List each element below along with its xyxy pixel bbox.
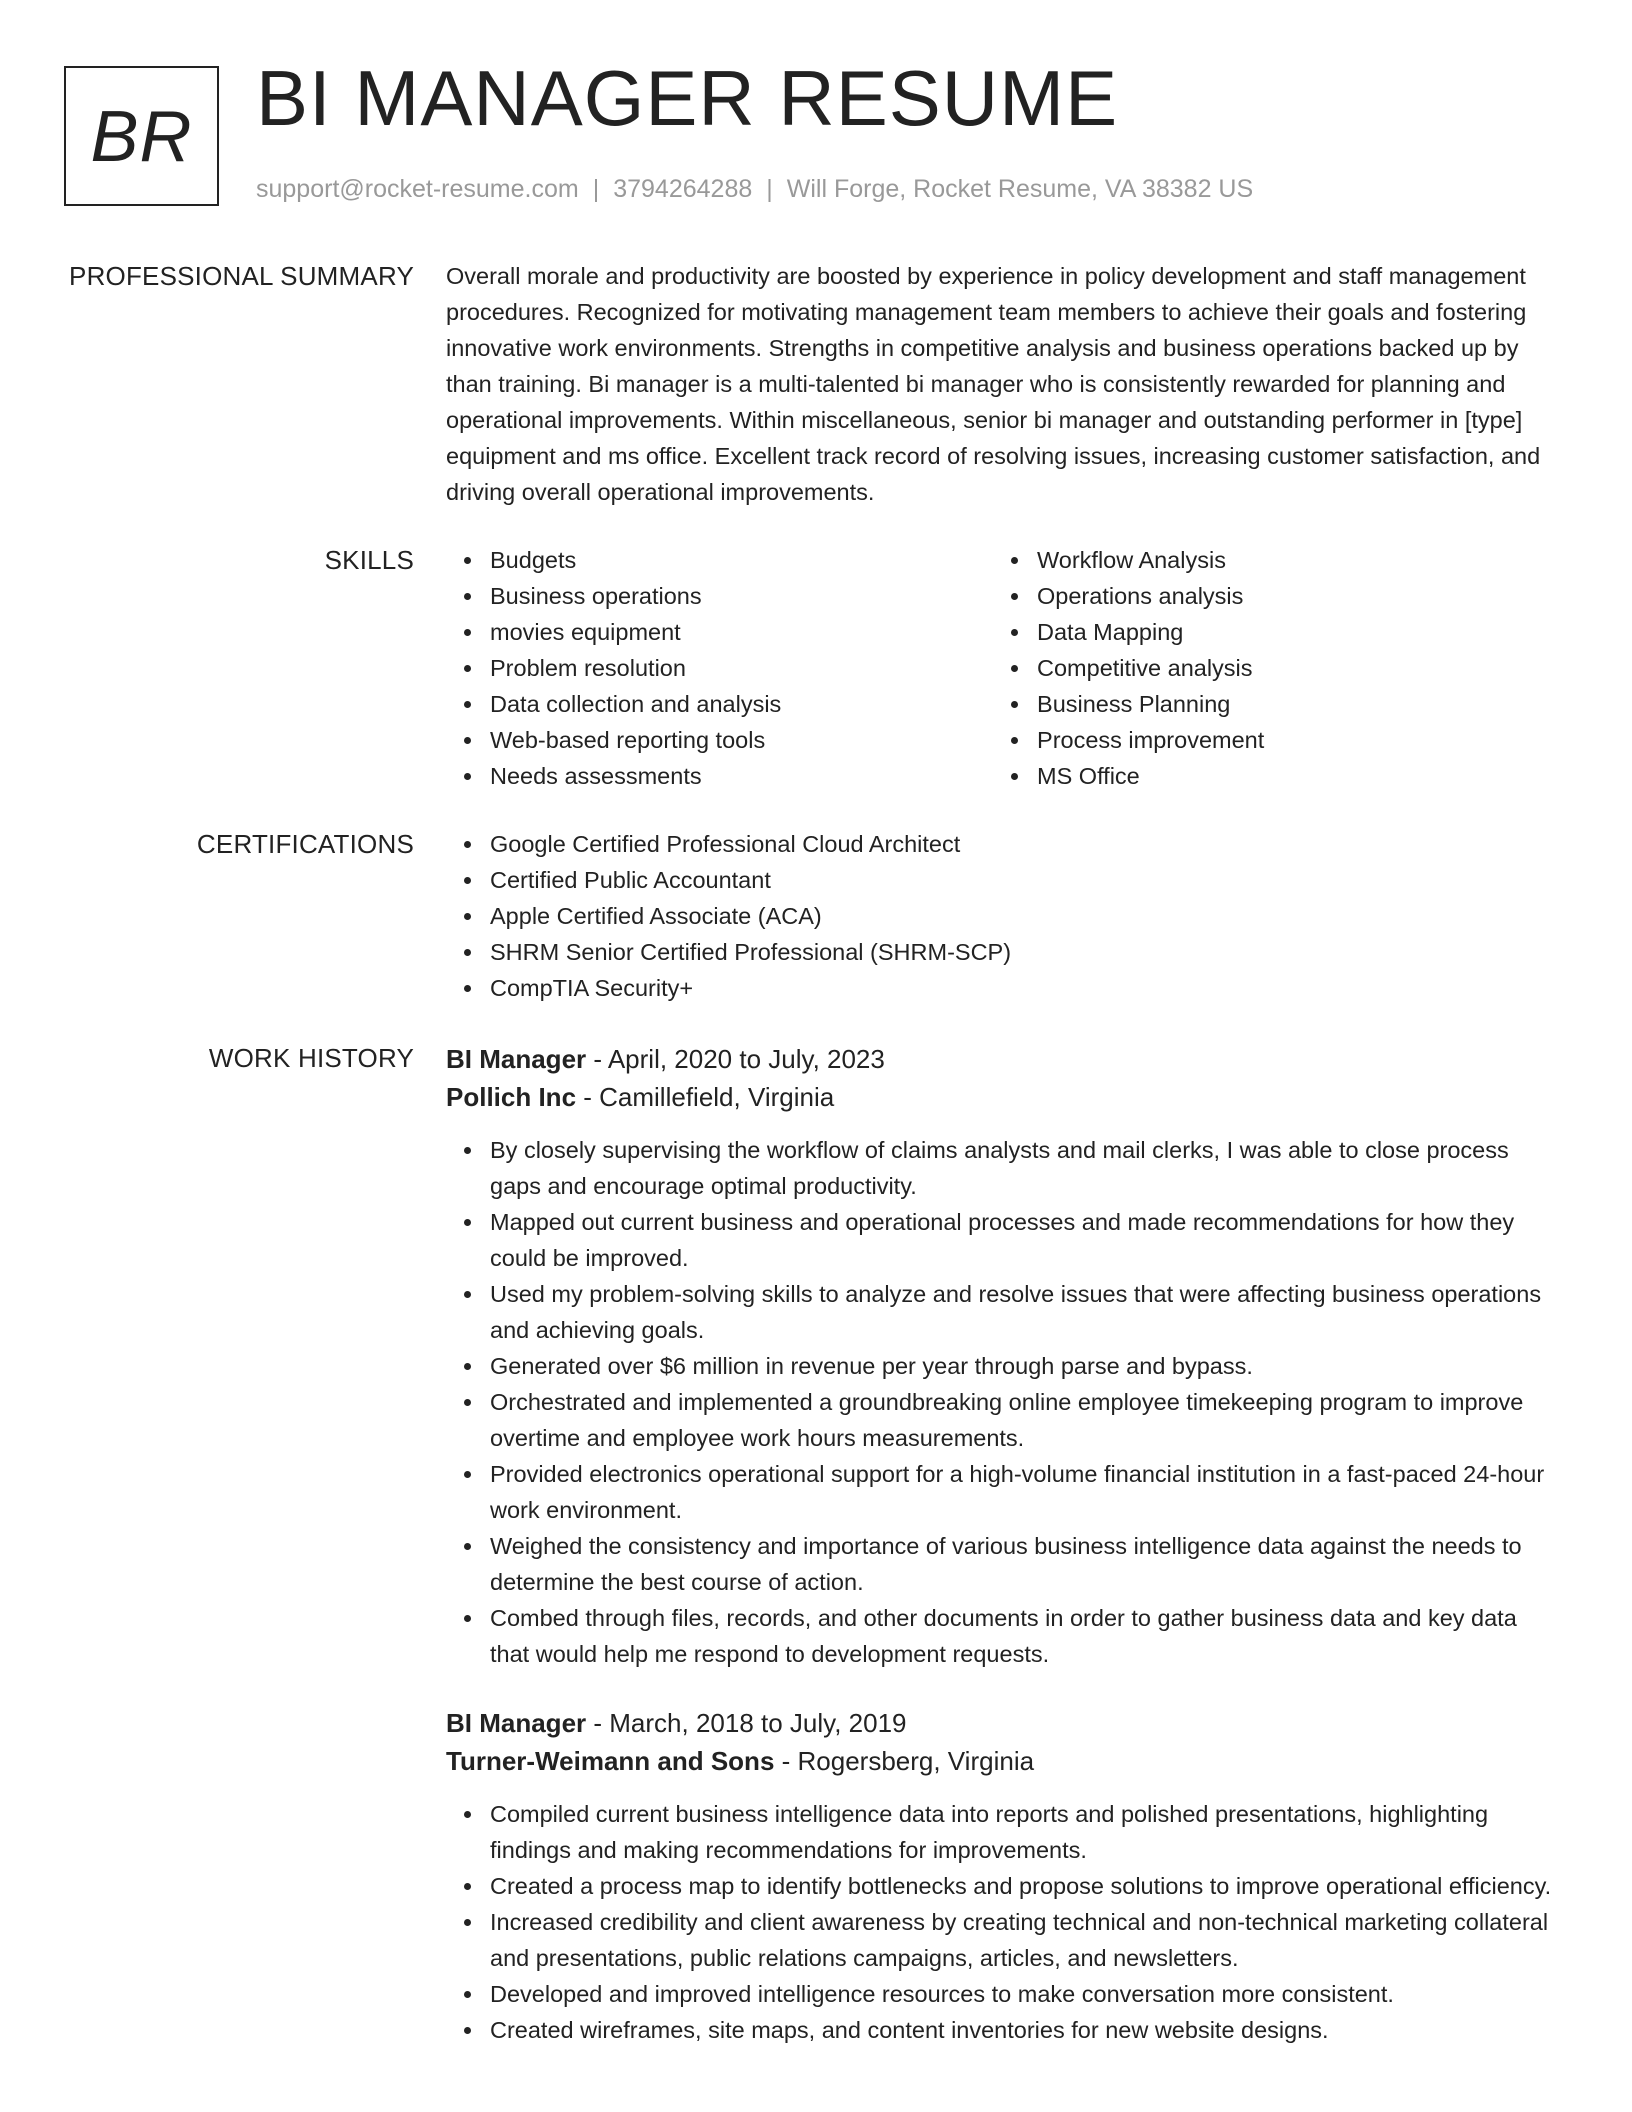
job-company-line [446, 1742, 1556, 1780]
contact-address: Will Forge, Rocket Resume, VA 38382 US [786, 175, 1254, 203]
job-bullet: Used my problem-solving skills to analyze and resolve issues that were affecting business operations and achieving goals. [490, 1276, 1556, 1348]
job-bullet: Compiled current business intelligence data into reports and polished presentations, highlighting findings and making recommendations for improvements. [490, 1796, 1556, 1868]
certifications-body [446, 826, 1556, 1006]
skill-item: Problem resolution [490, 650, 993, 686]
contact-phone[interactable]: 3794264288 [613, 175, 753, 203]
certifications-list [446, 826, 1556, 1006]
resume-title: BI MANAGER RESUME [256, 54, 1119, 142]
job-company-line [446, 1078, 1556, 1116]
contact-line [256, 172, 1253, 206]
summary-body [446, 258, 1556, 510]
skills-list-right [993, 542, 1556, 794]
skill-item: Competitive analysis [1037, 650, 1556, 686]
job-bullet: Weighed the consistency and importance of various business intelligence data against the needs to determine the best course of action. [490, 1528, 1556, 1600]
skill-item: MS Office [1037, 758, 1556, 794]
job-title-line [446, 1704, 1556, 1742]
skill-item: Business Planning [1037, 686, 1556, 722]
skills-list-left [446, 542, 993, 794]
section-heading: CERTIFICATIONS [196, 829, 414, 859]
job-bullet-list [446, 1132, 1556, 1672]
certification-item: Certified Public Accountant [490, 862, 1556, 898]
monogram-initials: BR [90, 97, 193, 177]
job-title: BI Manager [446, 1708, 587, 1738]
job-bullet: Mapped out current business and operational processes and made recommendations for how they could be improved. [490, 1204, 1556, 1276]
job-company: Turner-Weimann and Sons [446, 1746, 775, 1776]
job-dates: - April, 2020 to July, 2023 [586, 1044, 885, 1074]
job-location: - Rogersberg, Virginia [774, 1746, 1035, 1776]
certification-item: SHRM Senior Certified Professional (SHRM-SCP) [490, 934, 1556, 970]
contact-separator: | [766, 175, 773, 203]
skill-item: Business operations [490, 578, 993, 614]
job-company: Pollich Inc [446, 1082, 577, 1112]
job-bullet: Provided electronics operational support for a high-volume financial institution in a fast-paced 24-hour work environment. [490, 1456, 1556, 1528]
section-heading: WORK HISTORY [208, 1043, 414, 1073]
job-bullet: By closely supervising the workflow of claims analysts and mail clerks, I was able to close process gaps and encourage optimal productivity. [490, 1132, 1556, 1204]
job-bullet: Combed through files, records, and other documents in order to gather business data and key data that would help me respond to development requests. [490, 1600, 1556, 1672]
contact-separator: | [592, 175, 600, 203]
job-bullet: Increased credibility and client awareness by creating technical and non-technical marketing collateral and presentations, public relations campaigns, articles, and newsletters. [490, 1904, 1556, 1976]
job-dates: - March, 2018 to July, 2019 [586, 1708, 907, 1738]
job-title: BI Manager [446, 1044, 587, 1074]
work-history-body [446, 1040, 1556, 2048]
monogram-box [64, 66, 219, 206]
job-location: - Camillefield, Virginia [576, 1082, 835, 1112]
certification-item: Apple Certified Associate (ACA) [490, 898, 1556, 934]
job-bullet: Generated over $6 million in revenue per year through parse and bypass. [490, 1348, 1556, 1384]
job-bullet: Developed and improved intelligence resources to make conversation more consistent. [490, 1976, 1556, 2012]
job-bullet-list [446, 1796, 1556, 2048]
section-heading: SKILLS [324, 545, 414, 575]
certification-item: Google Certified Professional Cloud Architect [490, 826, 1556, 862]
job-entry [446, 1040, 1556, 1672]
skill-item: Process improvement [1037, 722, 1556, 758]
skill-item: Budgets [490, 542, 993, 578]
summary-text: Overall morale and productivity are boosted by experience in policy development and staff management procedures. Recognized for motivating management team members to achieve their goals and fostering innovative work environments. Strengths in competitive analysis and business operations backed up by than training. Bi manager is a multi-talented bi manager who is consistently rewarded for planning and operational improvements. Within miscellaneous, senior bi manager and outstanding performer in [type] equipment and ms office. Excellent track record of resolving issues, increasing customer satisfaction, and driving overall operational improvements. [446, 263, 1541, 505]
job-bullet: Created wireframes, site maps, and content inventories for new website designs. [490, 2012, 1556, 2048]
skills-body [446, 542, 1556, 794]
skill-item: movies equipment [490, 614, 993, 650]
skill-item: Data collection and analysis [490, 686, 993, 722]
skill-item: Data Mapping [1037, 614, 1556, 650]
job-entry [446, 1704, 1556, 2048]
skill-item: Operations analysis [1037, 578, 1556, 614]
skill-item: Web-based reporting tools [490, 722, 993, 758]
job-title-line [446, 1040, 1556, 1078]
certification-item: CompTIA Security+ [490, 970, 1556, 1006]
skill-item: Needs assessments [490, 758, 993, 794]
section-heading: PROFESSIONAL SUMMARY [69, 261, 414, 291]
job-bullet: Created a process map to identify bottlenecks and propose solutions to improve operational efficiency. [490, 1868, 1556, 1904]
job-bullet: Orchestrated and implemented a groundbreaking online employee timekeeping program to improve overtime and employee work hours measurements. [490, 1384, 1556, 1456]
contact-email[interactable]: support@rocket-resume.com [256, 175, 579, 203]
skill-item: Workflow Analysis [1037, 542, 1556, 578]
